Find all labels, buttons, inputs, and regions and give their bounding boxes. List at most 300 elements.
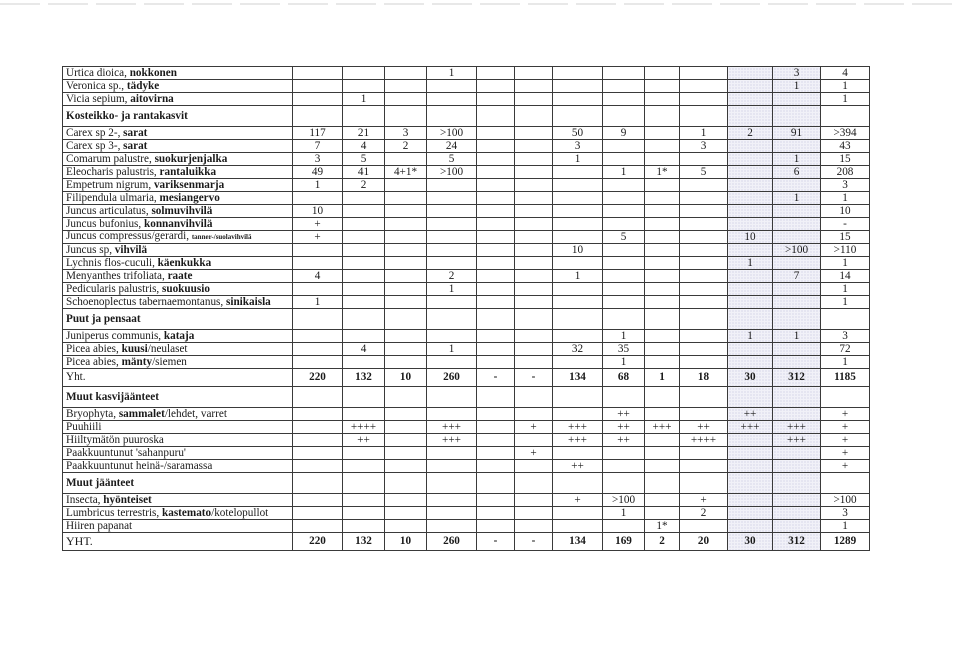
value-cell	[427, 520, 477, 533]
value-cell	[477, 153, 515, 166]
species-latin-name: Paakkuuntunut heinä-/saramassa	[66, 459, 213, 472]
value-cell	[385, 231, 427, 244]
empty-cell	[728, 106, 773, 127]
row-label	[63, 231, 293, 244]
value-cell	[645, 218, 680, 231]
value-cell	[773, 179, 821, 192]
value-cell	[728, 179, 773, 192]
value-cell: 1	[293, 179, 343, 192]
empty-cell	[645, 387, 680, 408]
value-cell	[773, 231, 821, 244]
value-cell	[477, 330, 515, 343]
value-cell	[515, 93, 553, 106]
total-cell: 10	[385, 533, 427, 551]
empty-cell	[680, 387, 728, 408]
empty-cell	[603, 309, 645, 330]
total-cell: 312	[773, 533, 821, 551]
value-cell: >394	[821, 127, 870, 140]
value-cell	[427, 460, 477, 473]
value-cell: 49	[293, 166, 343, 179]
value-cell	[343, 257, 385, 270]
table-row	[63, 520, 870, 533]
value-cell	[680, 218, 728, 231]
table-row	[63, 244, 870, 257]
value-cell: 2	[680, 507, 728, 520]
value-cell	[427, 80, 477, 93]
value-cell	[553, 257, 603, 270]
value-cell: 91	[773, 127, 821, 140]
value-cell	[515, 330, 553, 343]
value-cell: 3	[680, 140, 728, 153]
value-cell	[645, 494, 680, 507]
value-cell: +	[821, 408, 870, 421]
value-cell	[603, 192, 645, 205]
total-cell: -	[515, 369, 553, 387]
value-cell: -	[821, 218, 870, 231]
table-row	[63, 447, 870, 460]
value-cell: >100	[821, 494, 870, 507]
species-latin-name: Juniperus communis,	[66, 329, 164, 342]
table-row	[63, 460, 870, 473]
value-cell	[553, 520, 603, 533]
row-label	[63, 106, 293, 127]
value-cell	[603, 296, 645, 309]
row-label	[63, 283, 293, 296]
value-cell	[427, 408, 477, 421]
empty-cell	[773, 387, 821, 408]
value-cell	[477, 192, 515, 205]
value-cell	[477, 447, 515, 460]
value-cell: +	[515, 447, 553, 460]
value-cell	[343, 408, 385, 421]
value-cell: +++	[728, 421, 773, 434]
value-cell: >100	[773, 244, 821, 257]
table-row	[63, 166, 870, 179]
value-cell	[645, 283, 680, 296]
species-common-name: nokkonen	[129, 66, 177, 79]
empty-cell	[603, 473, 645, 494]
value-cell	[343, 231, 385, 244]
value-cell	[515, 408, 553, 421]
value-cell	[477, 343, 515, 356]
species-common-name: vihvilä	[114, 243, 148, 256]
value-cell	[385, 343, 427, 356]
value-cell: 1	[821, 283, 870, 296]
empty-cell	[680, 473, 728, 494]
empty-cell	[343, 309, 385, 330]
value-cell: +	[680, 494, 728, 507]
value-cell	[385, 507, 427, 520]
value-cell	[477, 179, 515, 192]
species-common-name: variksenmarja	[153, 178, 225, 191]
value-cell: 3	[553, 140, 603, 153]
value-cell: >100	[603, 494, 645, 507]
table-row	[63, 257, 870, 270]
value-cell	[603, 257, 645, 270]
empty-cell	[821, 106, 870, 127]
total-cell: 169	[603, 533, 645, 551]
species-count-table	[62, 66, 870, 551]
value-cell: 1	[821, 192, 870, 205]
value-cell	[515, 257, 553, 270]
table-row	[63, 205, 870, 218]
value-cell	[343, 270, 385, 283]
total-cell: 10	[385, 369, 427, 387]
empty-cell	[773, 106, 821, 127]
value-cell	[385, 520, 427, 533]
value-cell: +++	[427, 434, 477, 447]
value-cell: 32	[553, 343, 603, 356]
value-cell	[515, 296, 553, 309]
value-cell	[477, 296, 515, 309]
value-cell: 117	[293, 127, 343, 140]
value-cell	[645, 93, 680, 106]
species-common-name: aitovirna	[130, 92, 174, 105]
value-cell: 1	[773, 153, 821, 166]
value-cell	[515, 507, 553, 520]
value-cell	[645, 179, 680, 192]
value-cell: 208	[821, 166, 870, 179]
row-label	[63, 140, 293, 153]
species-common-name: käenkukka	[157, 256, 212, 269]
value-cell	[680, 67, 728, 80]
value-cell	[293, 447, 343, 460]
value-cell: 1	[728, 257, 773, 270]
value-cell: 4	[343, 343, 385, 356]
value-cell	[553, 67, 603, 80]
value-cell	[477, 244, 515, 257]
empty-cell	[293, 387, 343, 408]
value-cell	[293, 80, 343, 93]
value-cell	[293, 520, 343, 533]
table-row	[63, 231, 870, 244]
row-label	[63, 244, 293, 257]
value-cell	[728, 218, 773, 231]
value-cell	[773, 408, 821, 421]
total-cell: -	[515, 533, 553, 551]
row-label	[63, 205, 293, 218]
value-cell: 1	[773, 80, 821, 93]
value-cell	[427, 296, 477, 309]
value-cell	[293, 67, 343, 80]
value-cell: 1	[427, 343, 477, 356]
empty-cell	[343, 106, 385, 127]
value-cell	[728, 153, 773, 166]
section-row	[63, 473, 870, 494]
value-cell: ++	[603, 408, 645, 421]
species-latin-name: Lychnis flos-cuculi,	[66, 256, 158, 269]
value-cell: 1	[821, 80, 870, 93]
value-cell: 21	[343, 127, 385, 140]
species-latin-name: Filipendula ulmaria,	[66, 191, 160, 204]
value-cell: 1*	[645, 166, 680, 179]
table-row	[63, 127, 870, 140]
section-title: Kosteikko- ja rantakasvit	[66, 109, 188, 122]
empty-cell	[427, 387, 477, 408]
value-cell	[680, 257, 728, 270]
value-cell	[680, 447, 728, 460]
species-latin-name: Juncus sp,	[66, 243, 115, 256]
species-latin-name: Juncus bufonius,	[66, 217, 145, 230]
value-cell	[515, 153, 553, 166]
value-cell	[553, 231, 603, 244]
section-row	[63, 106, 870, 127]
value-cell	[680, 283, 728, 296]
total-cell: 20	[680, 533, 728, 551]
total-cell: 134	[553, 533, 603, 551]
species-common-name: rantaluikka	[159, 165, 217, 178]
row-label	[63, 533, 293, 551]
value-cell: 5	[427, 153, 477, 166]
value-cell	[773, 93, 821, 106]
row-label	[63, 309, 293, 330]
value-cell	[427, 179, 477, 192]
value-cell: +++	[773, 434, 821, 447]
empty-cell	[553, 387, 603, 408]
value-cell: 35	[603, 343, 645, 356]
value-cell	[553, 192, 603, 205]
value-cell: +++	[553, 421, 603, 434]
value-cell: 10	[821, 205, 870, 218]
value-cell	[293, 257, 343, 270]
species-common-name: sarat	[123, 139, 148, 152]
total-cell: 30	[728, 533, 773, 551]
value-cell	[427, 93, 477, 106]
species-common-name: konnanvihvilä	[144, 217, 213, 230]
empty-cell	[515, 309, 553, 330]
species-latin-name: Juncus articulatus,	[66, 204, 152, 217]
total-cell: -	[477, 533, 515, 551]
row-label	[63, 507, 293, 520]
value-cell	[385, 494, 427, 507]
value-cell: 14	[821, 270, 870, 283]
value-cell	[477, 507, 515, 520]
value-cell	[603, 153, 645, 166]
section-title: Muut kasvijäänteet	[66, 390, 159, 403]
total-cell: 132	[343, 533, 385, 551]
species-common-name: kuusi	[121, 342, 148, 355]
value-cell	[728, 296, 773, 309]
table-row	[63, 296, 870, 309]
species-name-suffix: /kotelopullot	[211, 506, 269, 519]
value-cell: 1	[773, 330, 821, 343]
value-cell	[477, 283, 515, 296]
value-cell	[645, 140, 680, 153]
value-cell	[515, 179, 553, 192]
total-cell: -	[477, 369, 515, 387]
value-cell	[385, 447, 427, 460]
species-latin-name: Eleocharis palustris,	[66, 165, 160, 178]
value-cell: 3	[821, 507, 870, 520]
value-cell: +	[553, 494, 603, 507]
value-cell	[477, 93, 515, 106]
value-cell	[293, 192, 343, 205]
value-cell	[728, 434, 773, 447]
total-cell: 1	[645, 369, 680, 387]
value-cell	[603, 67, 645, 80]
value-cell	[603, 93, 645, 106]
row-label	[63, 343, 293, 356]
value-cell: 2	[427, 270, 477, 283]
value-cell: 1*	[645, 520, 680, 533]
value-cell	[553, 296, 603, 309]
species-common-name: hyönteiset	[103, 493, 152, 506]
empty-cell	[477, 387, 515, 408]
value-cell	[385, 153, 427, 166]
table-row	[63, 283, 870, 296]
table-row	[63, 343, 870, 356]
value-cell	[728, 93, 773, 106]
value-cell	[515, 67, 553, 80]
empty-cell	[821, 387, 870, 408]
empty-cell	[773, 473, 821, 494]
row-label	[63, 166, 293, 179]
value-cell	[645, 244, 680, 257]
empty-cell	[645, 473, 680, 494]
value-cell: 24	[427, 140, 477, 153]
value-cell: 4	[343, 140, 385, 153]
value-cell: 1	[728, 330, 773, 343]
value-cell	[385, 283, 427, 296]
value-cell: +++	[773, 421, 821, 434]
value-cell	[385, 67, 427, 80]
table-row	[63, 93, 870, 106]
empty-cell	[293, 473, 343, 494]
species-latin-name: Lumbricus terrestris,	[66, 506, 163, 519]
row-label	[63, 447, 293, 460]
value-cell: 1	[821, 296, 870, 309]
value-cell	[427, 231, 477, 244]
value-cell	[773, 447, 821, 460]
row-label	[63, 494, 293, 507]
value-cell	[477, 166, 515, 179]
value-cell: +	[293, 218, 343, 231]
empty-cell	[680, 106, 728, 127]
value-cell: ++	[343, 434, 385, 447]
table-row	[63, 330, 870, 343]
table-row	[63, 434, 870, 447]
value-cell	[728, 356, 773, 369]
empty-cell	[477, 473, 515, 494]
value-cell: ++	[603, 434, 645, 447]
species-common-name: sinikaisla	[226, 295, 271, 308]
value-cell	[385, 270, 427, 283]
value-cell	[477, 434, 515, 447]
value-cell	[773, 520, 821, 533]
value-cell	[515, 218, 553, 231]
value-cell: 5	[603, 231, 645, 244]
value-cell	[645, 296, 680, 309]
table-row	[63, 218, 870, 231]
value-cell: 1	[821, 520, 870, 533]
value-cell	[680, 270, 728, 283]
empty-cell	[385, 309, 427, 330]
species-name-suffix: /siemen	[152, 355, 187, 368]
value-cell	[385, 421, 427, 434]
value-cell	[603, 520, 645, 533]
value-cell	[773, 257, 821, 270]
value-cell: +++	[427, 421, 477, 434]
row-label	[63, 356, 293, 369]
value-cell: 5	[343, 153, 385, 166]
value-cell	[427, 244, 477, 257]
species-common-name: tädyke	[126, 79, 160, 92]
value-cell: 1	[553, 270, 603, 283]
value-cell: 41	[343, 166, 385, 179]
value-cell: 10	[293, 205, 343, 218]
value-cell: 6	[773, 166, 821, 179]
total-cell: 220	[293, 369, 343, 387]
value-cell: >100	[427, 127, 477, 140]
section-row	[63, 387, 870, 408]
value-cell	[293, 460, 343, 473]
value-cell	[728, 343, 773, 356]
value-cell	[603, 205, 645, 218]
value-cell: 4	[821, 67, 870, 80]
row-label	[63, 153, 293, 166]
value-cell	[515, 270, 553, 283]
value-cell	[477, 140, 515, 153]
value-cell	[343, 460, 385, 473]
value-cell: ++	[553, 460, 603, 473]
value-cell	[680, 330, 728, 343]
species-latin-name: Juncus compressus/gerardi,	[66, 230, 192, 242]
value-cell: +	[821, 421, 870, 434]
empty-cell	[553, 106, 603, 127]
value-cell	[385, 93, 427, 106]
value-cell	[385, 296, 427, 309]
empty-cell	[477, 309, 515, 330]
value-cell	[728, 192, 773, 205]
value-cell	[515, 231, 553, 244]
empty-cell	[385, 387, 427, 408]
value-cell	[645, 460, 680, 473]
total-cell: 132	[343, 369, 385, 387]
value-cell: ++++	[680, 434, 728, 447]
value-cell	[645, 356, 680, 369]
value-cell	[293, 494, 343, 507]
total-cell: 312	[773, 369, 821, 387]
value-cell	[728, 494, 773, 507]
value-cell: 1	[773, 192, 821, 205]
species-latin-name: Veronica sp.,	[66, 79, 127, 92]
value-cell	[603, 460, 645, 473]
value-cell	[427, 205, 477, 218]
value-cell	[477, 520, 515, 533]
value-cell	[645, 447, 680, 460]
value-cell	[553, 283, 603, 296]
value-cell: 1	[821, 356, 870, 369]
value-cell	[515, 80, 553, 93]
species-latin-name: Picea abies,	[66, 355, 122, 368]
value-cell	[728, 447, 773, 460]
value-cell	[645, 231, 680, 244]
table-row	[63, 408, 870, 421]
species-common-name: suokurjenjalka	[154, 152, 228, 165]
value-cell	[515, 140, 553, 153]
row-label	[63, 270, 293, 283]
empty-cell	[477, 106, 515, 127]
species-common-name: kastemato	[162, 506, 212, 519]
value-cell	[728, 270, 773, 283]
value-cell: 2	[728, 127, 773, 140]
value-cell	[645, 67, 680, 80]
species-name-suffix: /lehdet, varret	[164, 407, 227, 420]
value-cell	[477, 356, 515, 369]
row-label	[63, 257, 293, 270]
species-latin-name: Comarum palustre,	[66, 152, 155, 165]
value-cell: 15	[821, 153, 870, 166]
